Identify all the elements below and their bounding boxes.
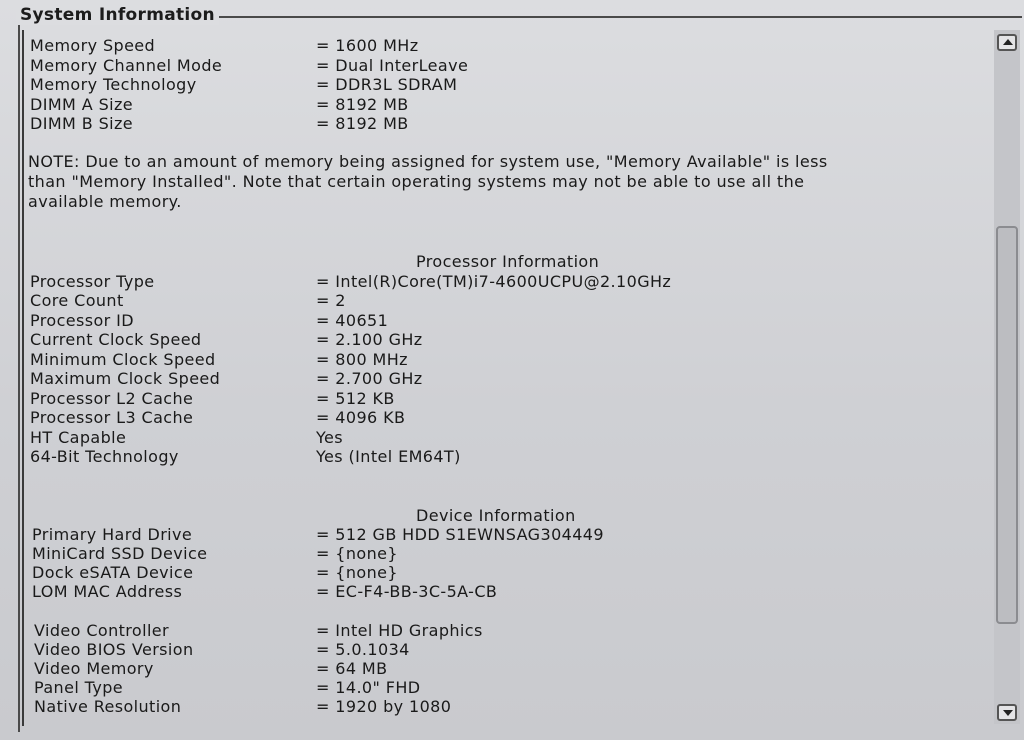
64-bit-technology-value: Yes (Intel EM64T) <box>316 447 461 466</box>
memory-channel-mode-value: = Dual InterLeave <box>316 56 469 75</box>
dimm-a-size-value: = 8192 MB <box>316 95 409 114</box>
processor-id-value: = 40651 <box>316 311 389 330</box>
minimum-clock-speed-label: Minimum Clock Speed <box>30 350 216 369</box>
triangle-up-icon <box>1003 39 1013 45</box>
dimm-a-size-label: DIMM A Size <box>30 95 134 114</box>
minimum-clock-speed-value: = 800 MHz <box>316 350 408 369</box>
video-bios-version-label: Video BIOS Version <box>34 640 194 659</box>
primary-hard-drive-value: = 512 GB HDD S1EWNSAG304449 <box>316 525 604 544</box>
native-resolution-value: = 1920 by 1080 <box>316 697 452 716</box>
processor-l3-cache-label: Processor L3 Cache <box>30 408 194 427</box>
processor-l2-cache-value: = 512 KB <box>316 389 395 408</box>
core-count-value: = 2 <box>316 291 346 310</box>
processor-information-heading: Processor Information <box>416 252 600 271</box>
note-line-2: than "Memory Installed". Note that certain operating systems may not be able to use all the <box>28 172 805 191</box>
video-memory-value: = 64 MB <box>316 659 388 678</box>
ht-capable-label: HT Capable <box>30 428 127 447</box>
maximum-clock-speed-value: = 2.700 GHz <box>316 369 423 388</box>
processor-type-label: Processor Type <box>30 272 155 291</box>
memory-technology-value: = DDR3L SDRAM <box>316 75 458 94</box>
current-clock-speed-label: Current Clock Speed <box>30 330 202 349</box>
processor-l3-cache-value: = 4096 KB <box>316 408 406 427</box>
memory-channel-mode-label: Memory Channel Mode <box>30 56 223 75</box>
processor-type-value: = Intel(R)Core(TM)i7-4600UCPU@2.10GHz <box>316 272 672 291</box>
video-memory-label: Video Memory <box>34 659 154 678</box>
panel-type-value: = 14.0" FHD <box>316 678 421 697</box>
dock-esata-device-label: Dock eSATA Device <box>32 563 194 582</box>
video-bios-version-value: = 5.0.1034 <box>316 640 410 659</box>
ht-capable-value: Yes <box>316 428 344 447</box>
memory-note <box>28 152 968 212</box>
memory-speed-label: Memory Speed <box>30 36 156 55</box>
processor-id-label: Processor ID <box>30 311 134 330</box>
64-bit-technology-label: 64-Bit Technology <box>30 447 179 466</box>
primary-hard-drive-label: Primary Hard Drive <box>32 525 193 544</box>
panel-type-label: Panel Type <box>34 678 123 697</box>
triangle-down-icon <box>1003 710 1013 716</box>
minicard-ssd-device-value: = {none} <box>316 544 398 563</box>
maximum-clock-speed-label: Maximum Clock Speed <box>30 369 221 388</box>
core-count-label: Core Count <box>30 291 124 310</box>
scrollbar-thumb[interactable] <box>996 226 1018 624</box>
lom-mac-address-value: = EC-F4-BB-3C-5A-CB <box>316 582 498 601</box>
memory-technology-label: Memory Technology <box>30 75 197 94</box>
minicard-ssd-device-label: MiniCard SSD Device <box>32 544 208 563</box>
memory-speed-value: = 1600 MHz <box>316 36 419 55</box>
processor-l2-cache-label: Processor L2 Cache <box>30 389 194 408</box>
current-clock-speed-value: = 2.100 GHz <box>316 330 423 349</box>
dock-esata-device-value: = {none} <box>316 563 398 582</box>
dimm-b-size-value: = 8192 MB <box>316 114 409 133</box>
device-information-heading: Device Information <box>416 506 576 525</box>
lom-mac-address-label: LOM MAC Address <box>32 582 183 601</box>
note-line-3: available memory. <box>28 192 182 211</box>
note-line-1: NOTE: Due to an amount of memory being assigned for system use, "Memory Available" is less <box>28 152 828 171</box>
group-title: System Information <box>16 5 219 25</box>
video-controller-value: = Intel HD Graphics <box>316 621 483 640</box>
dimm-b-size-label: DIMM B Size <box>30 114 134 133</box>
video-controller-label: Video Controller <box>34 621 170 640</box>
vertical-scrollbar[interactable] <box>994 30 1020 724</box>
native-resolution-label: Native Resolution <box>34 697 182 716</box>
scroll-down-button[interactable] <box>997 704 1017 721</box>
info-panel <box>22 30 992 726</box>
scroll-up-button[interactable] <box>997 34 1017 51</box>
